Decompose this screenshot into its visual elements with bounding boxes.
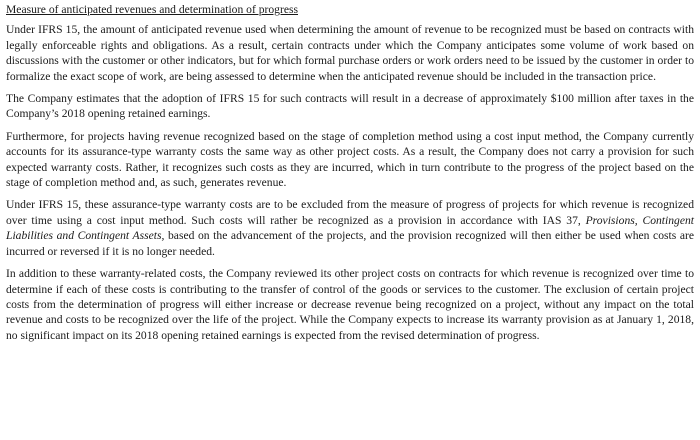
paragraph-warranty-costs-ifrs15 [6, 197, 694, 259]
standard-title-italic: Provisions, Contingent Liabilities and Contingent Assets, [6, 213, 695, 243]
paragraph-warranty-costs-current: Furthermore, for projects having revenue recognized based on the stage of completion method using a cost input method, the Company currently accounts for its assurance-type warranty costs the same way as other project costs. As a result, the Company does not carry a provision for such expected warranty costs. Rather, it recognizes such costs as they are incurred, which in turn contribute to the progress of the project based on the stage of completion method and, as such, generates revenue. [6, 129, 694, 190]
section-heading: Measure of anticipated revenues and determination of progress [6, 3, 298, 16]
paragraph-other-project-costs: In addition to these warranty-related costs, the Company reviewed its other project costs on contracts for which revenue is recognized over time to determine if each of these costs is contributing to the transfer of control of the goods or services to the customer. The exclusion of certain project costs from the determination of progress will either increase or decrease revenue being recognized on a project, without any impact on the total revenue and costs to be recognized over the life of the project. While the Company expects to increase its warranty provision as at January 1, 2018, no significant impact on its 2018 opening retained earnings is expected from the revised determination of progress. [6, 267, 694, 342]
document-page [6, 2, 694, 343]
paragraph-text-segment: based on the advancement of the projects, and the provision recognized will then either be used when costs are incurred or reversed if it is no longer needed. [6, 229, 694, 258]
paragraph-anticipated-revenue: Under IFRS 15, the amount of anticipated revenue used when determining the amount of revenue to be recognized must be based on contracts with legally enforceable rights and obligations. As a result, certain contracts under which the Company anticipates some volume of work based on discussions with the customer or other indicators, but for which formal purchase orders or work orders need to be issued by the customer in order to formalize the exact scope of work, are being assessed to determine when the anticipated revenue should be included in the transaction price. [6, 23, 694, 83]
paragraph-retained-earnings-impact: The Company estimates that the adoption of IFRS 15 for such contracts will result in a decrease of approximately $100 million after taxes in the Company’s 2018 opening retained earnings. [6, 92, 694, 121]
paragraph-text-segment: Under IFRS 15, these assurance-type warranty costs are to be excluded from the measure of progress of projects for which revenue is recognized over time using a cost input method. Such costs will rather be recognized as a provision in accordance with IAS 37, [6, 198, 694, 227]
